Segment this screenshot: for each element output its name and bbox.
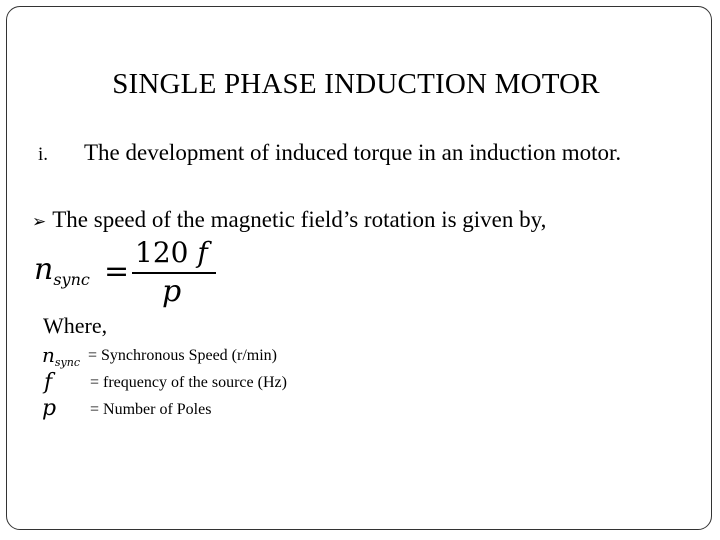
numbered-point: [38, 140, 621, 166]
formula-lhs-subscript: sync: [53, 270, 90, 289]
formula-numerator-var: f: [197, 236, 208, 269]
def-text-frequency: = frequency of the source (Hz): [90, 374, 287, 391]
bullet-point: [32, 207, 546, 233]
formula-lhs-symbol: n: [34, 252, 54, 287]
def-text-poles: = Number of Poles: [90, 401, 212, 418]
def-symbol-text: n: [42, 343, 55, 367]
arrow-bullet-icon: ➢: [32, 212, 47, 232]
point-number: i.: [38, 144, 49, 165]
slide-title: SINGLE PHASE INDUCTION MOTOR: [112, 68, 600, 100]
formula-denominator: p: [162, 274, 182, 309]
def-symbol-subscript: sync: [54, 356, 80, 369]
bullet-text: The speed of the magnetic field’s rotation is given by,: [52, 207, 547, 232]
formula-equals: =: [104, 254, 130, 289]
formula-lhs: [34, 252, 90, 289]
def-symbol-p: p: [42, 396, 57, 421]
where-label: Where,: [43, 313, 108, 338]
def-symbol-f: f: [44, 370, 53, 395]
formula-numerator-number: 120: [135, 236, 189, 269]
def-text-synchronous-speed: = Synchronous Speed (r/min): [88, 347, 277, 364]
def-symbol-nsync: [42, 343, 80, 369]
point-text: The development of induced torque in an induction motor.: [84, 140, 622, 165]
formula-numerator: [135, 236, 208, 269]
